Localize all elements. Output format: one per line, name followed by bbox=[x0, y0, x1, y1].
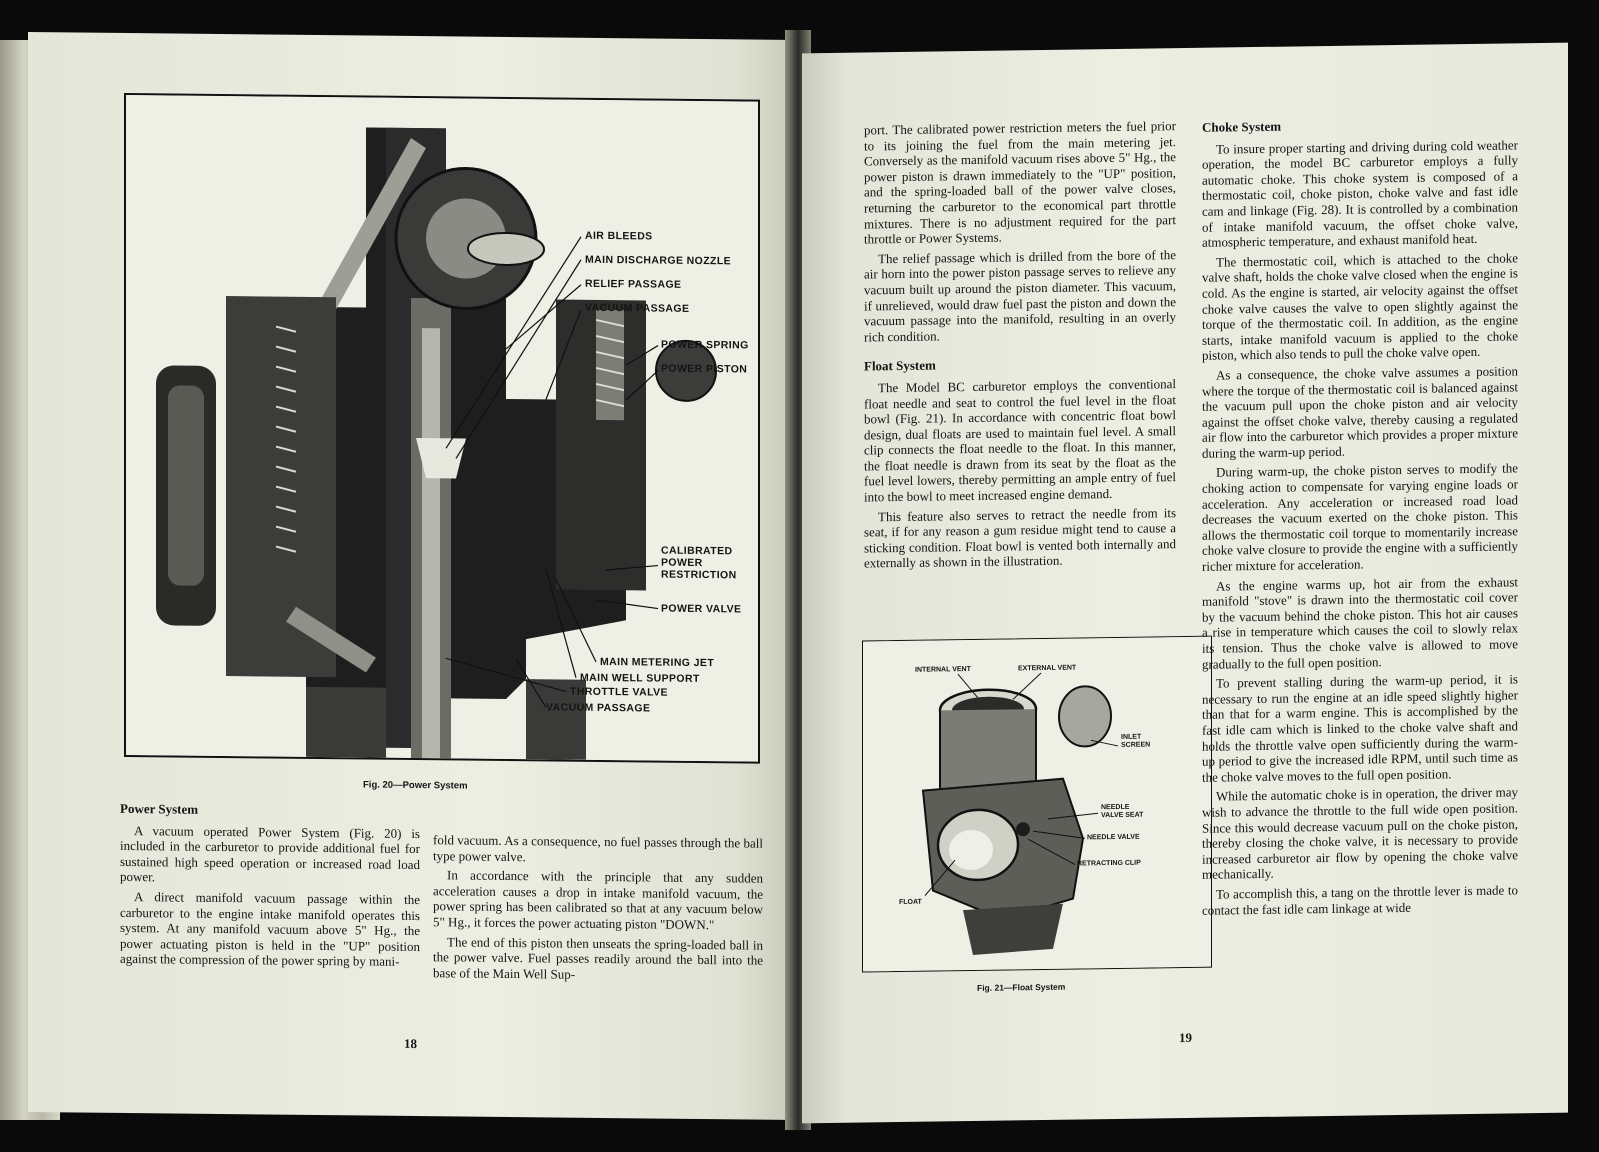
figure-21-float-system bbox=[862, 636, 1212, 973]
paragraph: To accomplish this, a tang on the throttle lever is made to contact the fast idle cam linkage at wide bbox=[1202, 882, 1518, 918]
choke-system-heading: Choke System bbox=[1202, 118, 1282, 135]
callout-needle-valve-seat: NEEDLE VALVE SEAT bbox=[1101, 803, 1144, 819]
callout-throttle-valve: THROTTLE VALVE bbox=[570, 685, 668, 699]
paragraph: To prevent stalling during the warm-up period, it is necessary to run the engine at an idle speed slightly higher than that for a warm engine. This is accomplished by the fast idle cam which is linked to the choke valve shaft and holds the throttle valve open sufficiently during the warm-up period to give the increased idle RPM, until such time as the choke valve moves to the full open position. bbox=[1202, 671, 1518, 785]
callout-needle-valve: NEEDLE VALVE bbox=[1087, 833, 1140, 842]
paragraph: While the automatic choke is in operation, the driver may wish to advance the throttle to the full wide open position. Since this would decrease vacuum pull on the choke piston, thereby closing the choke valve, it is necessary to provide increased carburetor air flow by opening the choke valve mechanically. bbox=[1202, 784, 1518, 883]
power-system-heading: Power System bbox=[120, 800, 199, 817]
paragraph: As the engine warms up, hot air from the exhaust manifold "stove" is drawn into the thermostatic coil cover by the vacuum behind the choke piston. This hot air causes a rise in temperature which causes the coil to slowly relax its tension. Thus the choke valve is allowed to move gradually to the full open position. bbox=[1202, 573, 1518, 672]
callout-vacuum-passage-top: VACUUM PASSAGE bbox=[585, 301, 690, 315]
power-system-continued-column bbox=[864, 118, 1176, 575]
callout-internal-vent: INTERNAL VENT bbox=[915, 665, 971, 674]
callout-inlet-screen: INLET SCREEN bbox=[1121, 733, 1151, 749]
paragraph: The Model BC carburetor employs the conventional float needle and seat to control the fuel level in the float bowl (Fig. 21). In accordance with concentric float bowl design, dual floats are used to maintain fuel level. A small clip connects the float needle to the float. In this manner, the float needle is drawn from its seat by the float as the fuel level lowers, thereby permitting an ample entry of fuel into the bowl to meet increased engine demand. bbox=[864, 376, 1176, 505]
figure-20-caption: Fig. 20—Power System bbox=[363, 779, 468, 792]
callout-main-metering-jet: MAIN METERING JET bbox=[600, 655, 715, 670]
float-system-heading: Float System bbox=[864, 357, 936, 374]
paragraph: As a consequence, the choke valve assumes a position where the torque of the thermostatic coil is balanced against the vacuum pull upon the choke piston and air velocity against the offset choke valve, thereby causing a regulated air flow into the carburetor which provides a proper mixture during the warm-up period. bbox=[1202, 363, 1518, 461]
page-number-right: 19 bbox=[1179, 1029, 1192, 1046]
float-system-illustration bbox=[863, 637, 1211, 972]
paragraph: During warm-up, the choke piston serves to modify the choking action to compensate for varying engine loads or acceleration. Any acceleration or increased road load decreases the vacuum exerted on the choke piston. This allows the thermostatic coil torque to momentarily increase choke valve closure to provide the engine with a sufficiently richer mixture for acceleration. bbox=[1202, 460, 1518, 574]
figure-20-power-system bbox=[124, 93, 760, 764]
power-system-column-2 bbox=[433, 832, 763, 988]
paragraph: This feature also serves to retract the needle from its seat, if for any reason a gum residue might tend to cause a sticking condition. Float bowl is vented both internally and externally as shown in the illustration. bbox=[864, 504, 1176, 571]
callout-vacuum-passage-bottom: VACUUM PASSAGE bbox=[546, 701, 651, 715]
figure-21-caption: Fig. 21—Float System bbox=[977, 981, 1066, 993]
paragraph: In accordance with the principle that any sudden acceleration causes a drop in intake manifold vacuum, the power spring has been calibrated so that at any vacuum below 5" Hg., it forces the power actuating piston "DOWN." bbox=[433, 867, 763, 933]
callout-retracting-clip: RETRACTING CLIP bbox=[1077, 859, 1141, 868]
callout-main-well-support: MAIN WELL SUPPORT bbox=[580, 671, 700, 686]
paragraph: A vacuum operated Power System (Fig. 20) is included in the carburetor to provide additional fuel for sustained high speed operation or increased road load power. bbox=[120, 822, 420, 885]
paragraph: The relief passage which is drilled from the bore of the air horn into the power piston passage serves to relieve any vacuum built up around the piston diameter. This vacuum, if unrelieved, would draw fuel past the piston and down the vacuum passage into the manifold, resulting in an overly rich condition. bbox=[864, 246, 1176, 345]
callout-calibrated-power-restriction: CALIBRATED POWER RESTRICTION bbox=[661, 544, 737, 582]
power-system-column-1 bbox=[120, 801, 420, 974]
right-page bbox=[802, 43, 1568, 1124]
callout-air-bleeds: AIR BLEEDS bbox=[585, 229, 653, 243]
paragraph: The thermostatic coil, which is attached to the choke valve shaft, holds the choke valve closed when the engine is cold. As the engine is started, air velocity against the offset choke valve causes the valve to open slightly against the torque of the thermostatic coil. In addition, as the engine starts, intake manifold vacuum is applied to the choke piston, which also tends to pull the choke valve open. bbox=[1202, 250, 1518, 364]
left-page bbox=[28, 32, 798, 1120]
callout-main-discharge-nozzle: MAIN DISCHARGE NOZZLE bbox=[585, 253, 732, 268]
callout-power-piston: POWER PISTON bbox=[661, 362, 748, 376]
callout-power-valve: POWER VALVE bbox=[661, 602, 742, 616]
paragraph: To insure proper starting and driving during cold weather operation, the model BC carburetor employs a fully automatic choke. This choke system is composed of a thermostatic coil, choke piston, choke valve and fast idle cam and linkage (Fig. 28). It is controlled by a combination of intake manifold vacuum, the offset choke valve, atmospheric temperature, and exhaust manifold heat. bbox=[1202, 136, 1518, 250]
callout-external-vent: EXTERNAL VENT bbox=[1018, 664, 1077, 673]
paragraph: port. The calibrated power restriction meters the fuel prior to its joining the fuel from the main metering jet. Conversely as the manifold vacuum rises above 5" Hg., the power piston is drawn immediately to the "UP" position, and the spring-loaded ball of the power valve closes, returning the carburetor to the economical part throttle mixtures. There is no adjustment required for the part throttle or Power Systems. bbox=[864, 118, 1176, 247]
page-number-left: 18 bbox=[404, 1035, 417, 1052]
paragraph: The end of this piston then unseats the spring-loaded ball in the power valve. Fuel passes readily around the ball into the base of the Main Well Sup- bbox=[433, 933, 763, 982]
paragraph: A direct manifold vacuum passage within the carburetor to the engine intake manifold operates this system. At any manifold vacuum above 5" Hg., the power actuating piston is held in the "UP" position against the compression of the power spring by mani- bbox=[120, 889, 420, 970]
callout-relief-passage: RELIEF PASSAGE bbox=[585, 277, 682, 291]
callout-power-spring: POWER SPRING bbox=[661, 338, 749, 352]
paragraph: fold vacuum. As a consequence, no fuel passes through the ball type power valve. bbox=[433, 832, 763, 864]
choke-system-column bbox=[1202, 115, 1518, 922]
callout-float: FLOAT bbox=[899, 898, 922, 906]
